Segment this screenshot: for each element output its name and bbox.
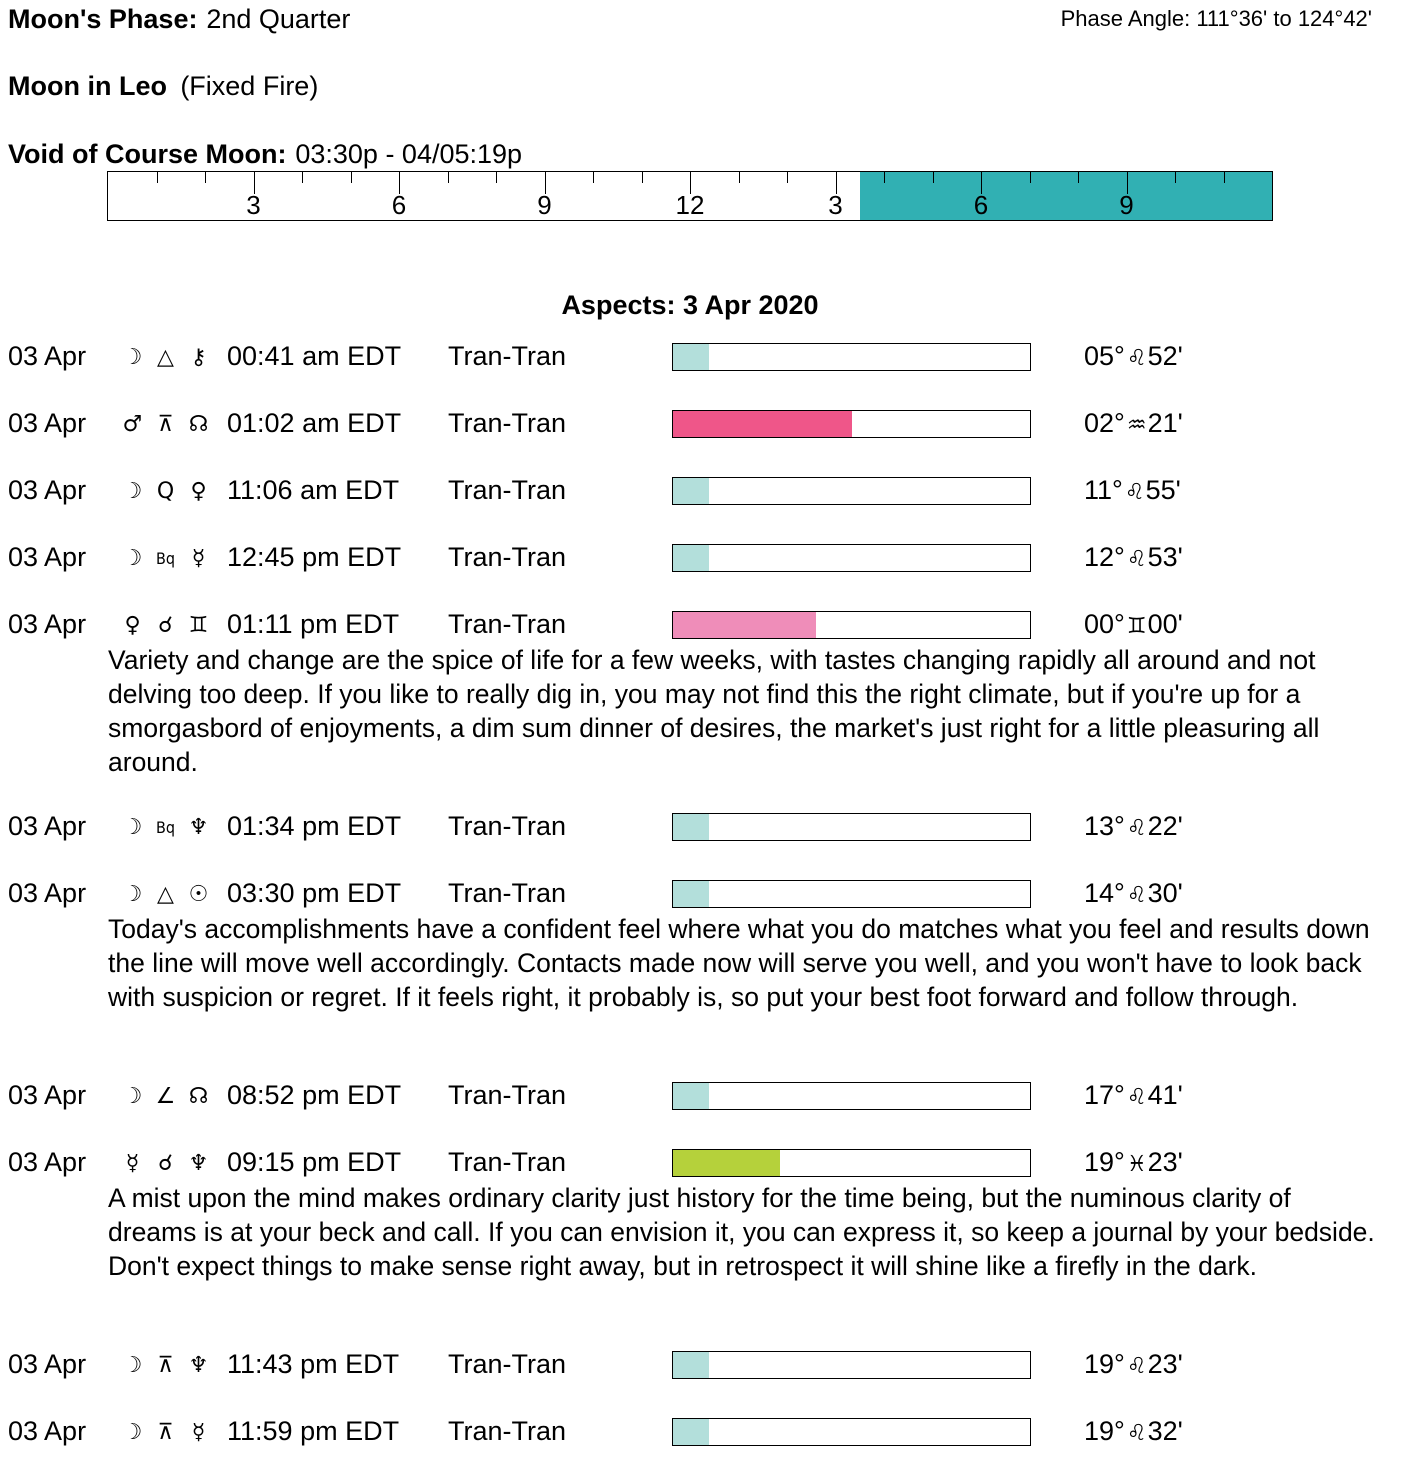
timeline-tick — [302, 172, 303, 183]
aspect-strength-bar — [672, 544, 1031, 572]
neptune-icon: ♆ — [188, 1353, 209, 1378]
aspect-strength-fill — [673, 545, 709, 571]
aspect-date: 03 Apr — [8, 609, 87, 639]
sun-icon: ☉ — [188, 882, 209, 907]
leo-icon: ♌ — [1126, 547, 1147, 572]
timeline-label: 9 — [1119, 190, 1134, 220]
position-minute: 52' — [1147, 341, 1183, 371]
aspect-time: 00:41 am EDT — [227, 341, 402, 371]
moon-sign-value: (Fixed Fire) — [180, 71, 319, 101]
aspect-glyphs — [116, 811, 216, 845]
aspect-glyphs — [116, 1416, 216, 1450]
timeline-tick — [205, 172, 206, 183]
aspect-date: 03 Apr — [8, 475, 87, 505]
aspect-date: 03 Apr — [8, 408, 87, 438]
aspect-time: 01:11 pm EDT — [227, 609, 400, 639]
moon-icon: ☽ — [122, 815, 143, 840]
aspect-time: 01:34 pm EDT — [227, 811, 402, 841]
aspect-type: Tran-Tran — [448, 1416, 567, 1446]
position-minute: 30' — [1147, 878, 1183, 908]
moon-icon: ☽ — [122, 345, 143, 370]
position-minute: 23' — [1147, 1147, 1183, 1177]
aspect-row — [0, 1147, 1418, 1181]
position-minute: 21' — [1147, 408, 1183, 438]
aspect-glyphs — [116, 475, 216, 509]
aspect-strength-fill — [673, 1083, 709, 1109]
position-degree: 19° — [1084, 1416, 1125, 1446]
aspect-position — [1084, 878, 1183, 909]
aspect-strength-fill — [673, 411, 852, 437]
timeline-tick — [448, 172, 449, 183]
aspect-description: Variety and change are the spice of life for a few weeks, with tastes changing rapidly all around and not delving too deep. If you like to really dig in, you may not find this the right climate, but if you're up for a smorgasbord of enjoyments, a dim sum dinner of desires, the market's just right for a little pleasuring all around. — [108, 645, 1320, 777]
position-degree: 11° — [1084, 475, 1123, 505]
position-minute: 22' — [1147, 811, 1183, 841]
aspect-glyphs — [116, 341, 216, 375]
leo-icon: ♌ — [1126, 1085, 1147, 1110]
aspect-strength-bar — [672, 880, 1031, 908]
moon-sign — [8, 71, 318, 102]
aspect-date: 03 Apr — [8, 1080, 87, 1110]
conjunction-icon: ☌ — [158, 1151, 173, 1176]
aspect-type: Tran-Tran — [448, 542, 567, 572]
position-degree: 17° — [1084, 1080, 1125, 1110]
timeline-tick — [739, 172, 740, 183]
timeline-tick — [1078, 172, 1079, 183]
mercury-icon: ☿ — [125, 1151, 140, 1176]
leo-icon: ♌ — [1126, 816, 1147, 841]
moon-icon: ☽ — [122, 1084, 143, 1109]
aspect-time: 09:15 pm EDT — [227, 1147, 402, 1177]
trine-icon: △ — [157, 882, 174, 907]
timeline-tick — [1224, 172, 1225, 183]
aspect-position — [1084, 1147, 1183, 1178]
aspect-description: A mist upon the mind makes ordinary clarity just history for the time being, but the numinous clarity of dreams is at your beck and call. If you can envision it, you can express it, so keep a journal by your bedside. Don't expect things to make sense right away, but in retrospect it will shine like a firefly in the dark. — [108, 1183, 1375, 1281]
timeline-tick — [787, 172, 788, 183]
aspect-strength-bar — [672, 1149, 1031, 1177]
aspect-strength-bar — [672, 477, 1031, 505]
conjunction-icon: ☌ — [158, 613, 173, 638]
position-minute: 23' — [1147, 1349, 1183, 1379]
biquintile-icon: Bq — [155, 818, 175, 837]
aspect-strength-bar — [672, 1082, 1031, 1110]
trine-icon: △ — [157, 345, 174, 370]
pisces-icon: ♓ — [1126, 1152, 1147, 1177]
timeline-tick — [157, 172, 158, 183]
aspect-glyphs — [116, 1349, 216, 1383]
aspect-strength-fill — [673, 612, 816, 638]
aspect-position — [1084, 475, 1181, 506]
timeline-tick — [933, 172, 934, 183]
position-minute: 32' — [1147, 1416, 1183, 1446]
aspect-time: 12:45 pm EDT — [227, 542, 402, 572]
timeline-label: 9 — [537, 190, 552, 220]
aspect-description: Today's accomplishments have a confident feel where what you do matches what you feel and results down the line will move well accordingly. Contacts made now will serve you well, and you won't have to look back with suspicion or regret. If it feels right, it probably is, so put your best foot forward and follow through. — [108, 914, 1370, 1012]
moon-phase-value: 2nd Quarter — [206, 4, 351, 34]
gemini-icon: ♊ — [188, 613, 209, 638]
aspect-row — [0, 341, 1418, 375]
aspect-type: Tran-Tran — [448, 408, 567, 438]
mercury-icon: ☿ — [191, 1420, 206, 1445]
position-degree: 05° — [1084, 341, 1125, 371]
timeline-label: 3 — [828, 190, 843, 220]
aspect-glyphs — [116, 542, 216, 576]
aspect-row — [0, 1416, 1418, 1450]
aspect-row — [0, 1349, 1418, 1383]
aspect-type: Tran-Tran — [448, 609, 567, 639]
moon-sign-label: Moon in Leo — [8, 71, 167, 101]
aspect-position — [1084, 1349, 1183, 1380]
aspect-glyphs — [116, 878, 216, 912]
moon-icon: ☽ — [122, 1353, 143, 1378]
aspect-position — [1084, 542, 1183, 573]
timeline-tick — [642, 172, 643, 183]
north-node-icon: ☊ — [188, 1084, 209, 1109]
position-degree: 02° — [1084, 408, 1125, 438]
moon-icon: ☽ — [122, 1420, 143, 1445]
aspect-position — [1084, 341, 1183, 372]
aspect-time: 11:06 am EDT — [227, 475, 400, 505]
timeline-tick — [884, 172, 885, 183]
aspect-type: Tran-Tran — [448, 811, 567, 841]
timeline-tick — [593, 172, 594, 183]
position-minute: 53' — [1147, 542, 1183, 572]
aspect-date: 03 Apr — [8, 1416, 87, 1446]
quintile-icon: Q — [156, 479, 175, 504]
aspect-date: 03 Apr — [8, 1349, 87, 1379]
moon-phase — [8, 4, 350, 35]
leo-icon: ♌ — [1124, 480, 1145, 505]
moon-icon: ☽ — [122, 479, 143, 504]
aspect-date: 03 Apr — [8, 811, 87, 841]
void-of-course — [8, 139, 522, 170]
mars-icon: ♂ — [122, 412, 143, 437]
aspect-strength-bar — [672, 1418, 1031, 1446]
position-minute: 55' — [1145, 475, 1181, 505]
venus-icon: ♀ — [190, 479, 207, 504]
aspect-glyphs — [116, 408, 216, 442]
aspect-position — [1084, 609, 1183, 640]
timeline-tick — [1030, 172, 1031, 183]
voc-timeline — [107, 171, 1273, 221]
aspect-position — [1084, 408, 1183, 439]
phase-angle: Phase Angle: 111°36' to 124°42' — [1060, 6, 1372, 31]
aspect-strength-bar — [672, 410, 1031, 438]
aspect-position — [1084, 1080, 1183, 1111]
biquintile-icon: Bq — [155, 549, 175, 568]
aspect-strength-fill — [673, 1352, 709, 1378]
leo-icon: ♌ — [1126, 883, 1147, 908]
leo-icon: ♌ — [1126, 1421, 1147, 1446]
position-degree: 14° — [1084, 878, 1125, 908]
venus-icon: ♀ — [124, 613, 141, 638]
north-node-icon: ☊ — [188, 412, 209, 437]
aspect-row — [0, 1080, 1418, 1114]
timeline-tick — [496, 172, 497, 183]
aspect-strength-fill — [673, 881, 709, 907]
aspect-time: 11:43 pm EDT — [227, 1349, 400, 1379]
timeline-tick — [1175, 172, 1176, 183]
moon-phase-label: Moon's Phase: — [8, 4, 198, 34]
quincunx-icon: ⊼ — [157, 412, 174, 437]
neptune-icon: ♆ — [188, 1151, 209, 1176]
moon-icon: ☽ — [122, 546, 143, 571]
aspect-strength-bar — [672, 343, 1031, 371]
aspect-time: 01:02 am EDT — [227, 408, 402, 438]
aspect-type: Tran-Tran — [448, 1147, 567, 1177]
aspect-strength-bar — [672, 611, 1031, 639]
leo-icon: ♌ — [1126, 1354, 1147, 1379]
aspect-strength-fill — [673, 1150, 780, 1176]
aspect-position — [1084, 1416, 1183, 1447]
timeline-tick — [351, 172, 352, 183]
aspect-time: 08:52 pm EDT — [227, 1080, 402, 1110]
aspect-strength-fill — [673, 1419, 709, 1445]
aspect-glyphs — [116, 1147, 216, 1181]
position-degree: 19° — [1084, 1147, 1125, 1177]
aspect-row — [0, 408, 1418, 442]
aspect-row — [0, 878, 1418, 912]
quincunx-icon: ⊼ — [157, 1420, 174, 1445]
aspect-type: Tran-Tran — [448, 878, 567, 908]
position-degree: 19° — [1084, 1349, 1125, 1379]
gemini-icon: ♊ — [1126, 614, 1147, 639]
neptune-icon: ♆ — [188, 815, 209, 840]
aspects-title: Aspects: 3 Apr 2020 — [561, 290, 819, 320]
aspect-date: 03 Apr — [8, 542, 87, 572]
timeline-label: 6 — [973, 190, 989, 220]
aspect-type: Tran-Tran — [448, 1080, 567, 1110]
aspect-row — [0, 609, 1418, 643]
aspect-strength-bar — [672, 813, 1031, 841]
aspect-type: Tran-Tran — [448, 1349, 567, 1379]
position-minute: 00' — [1147, 609, 1183, 639]
aspect-glyphs — [116, 1080, 216, 1114]
voc-period-fill — [860, 172, 1272, 220]
voc-label: Void of Course Moon: — [8, 139, 287, 169]
moon-icon: ☽ — [122, 882, 143, 907]
position-degree: 12° — [1084, 542, 1125, 572]
leo-icon: ♌ — [1126, 346, 1147, 371]
mercury-icon: ☿ — [191, 546, 206, 571]
timeline-label: 6 — [391, 190, 407, 220]
position-degree: 00° — [1084, 609, 1125, 639]
aspect-strength-fill — [673, 478, 709, 504]
voc-value: 03:30p - 04/05:19p — [295, 139, 523, 169]
aspect-glyphs — [116, 609, 216, 643]
timeline-label: 12 — [675, 190, 705, 220]
aspect-row — [0, 542, 1418, 576]
semisquare-icon: ∠ — [155, 1084, 176, 1109]
quincunx-icon: ⊼ — [157, 1353, 174, 1378]
aspect-time: 03:30 pm EDT — [227, 878, 402, 908]
position-minute: 41' — [1147, 1080, 1183, 1110]
aquarius-icon: ♒ — [1126, 413, 1147, 438]
aspect-strength-fill — [673, 814, 709, 840]
timeline-label: 3 — [246, 190, 261, 220]
aspect-date: 03 Apr — [8, 878, 87, 908]
aspect-strength-bar — [672, 1351, 1031, 1379]
aspect-row — [0, 811, 1418, 845]
aspect-type: Tran-Tran — [448, 341, 567, 371]
aspect-type: Tran-Tran — [448, 475, 567, 505]
aspect-strength-fill — [673, 344, 709, 370]
aspect-date: 03 Apr — [8, 1147, 87, 1177]
aspect-position — [1084, 811, 1183, 842]
aspect-date: 03 Apr — [8, 341, 87, 371]
position-degree: 13° — [1084, 811, 1125, 841]
aspect-row — [0, 475, 1418, 509]
chiron-icon: ⚷ — [190, 345, 207, 370]
aspect-time: 11:59 pm EDT — [227, 1416, 400, 1446]
